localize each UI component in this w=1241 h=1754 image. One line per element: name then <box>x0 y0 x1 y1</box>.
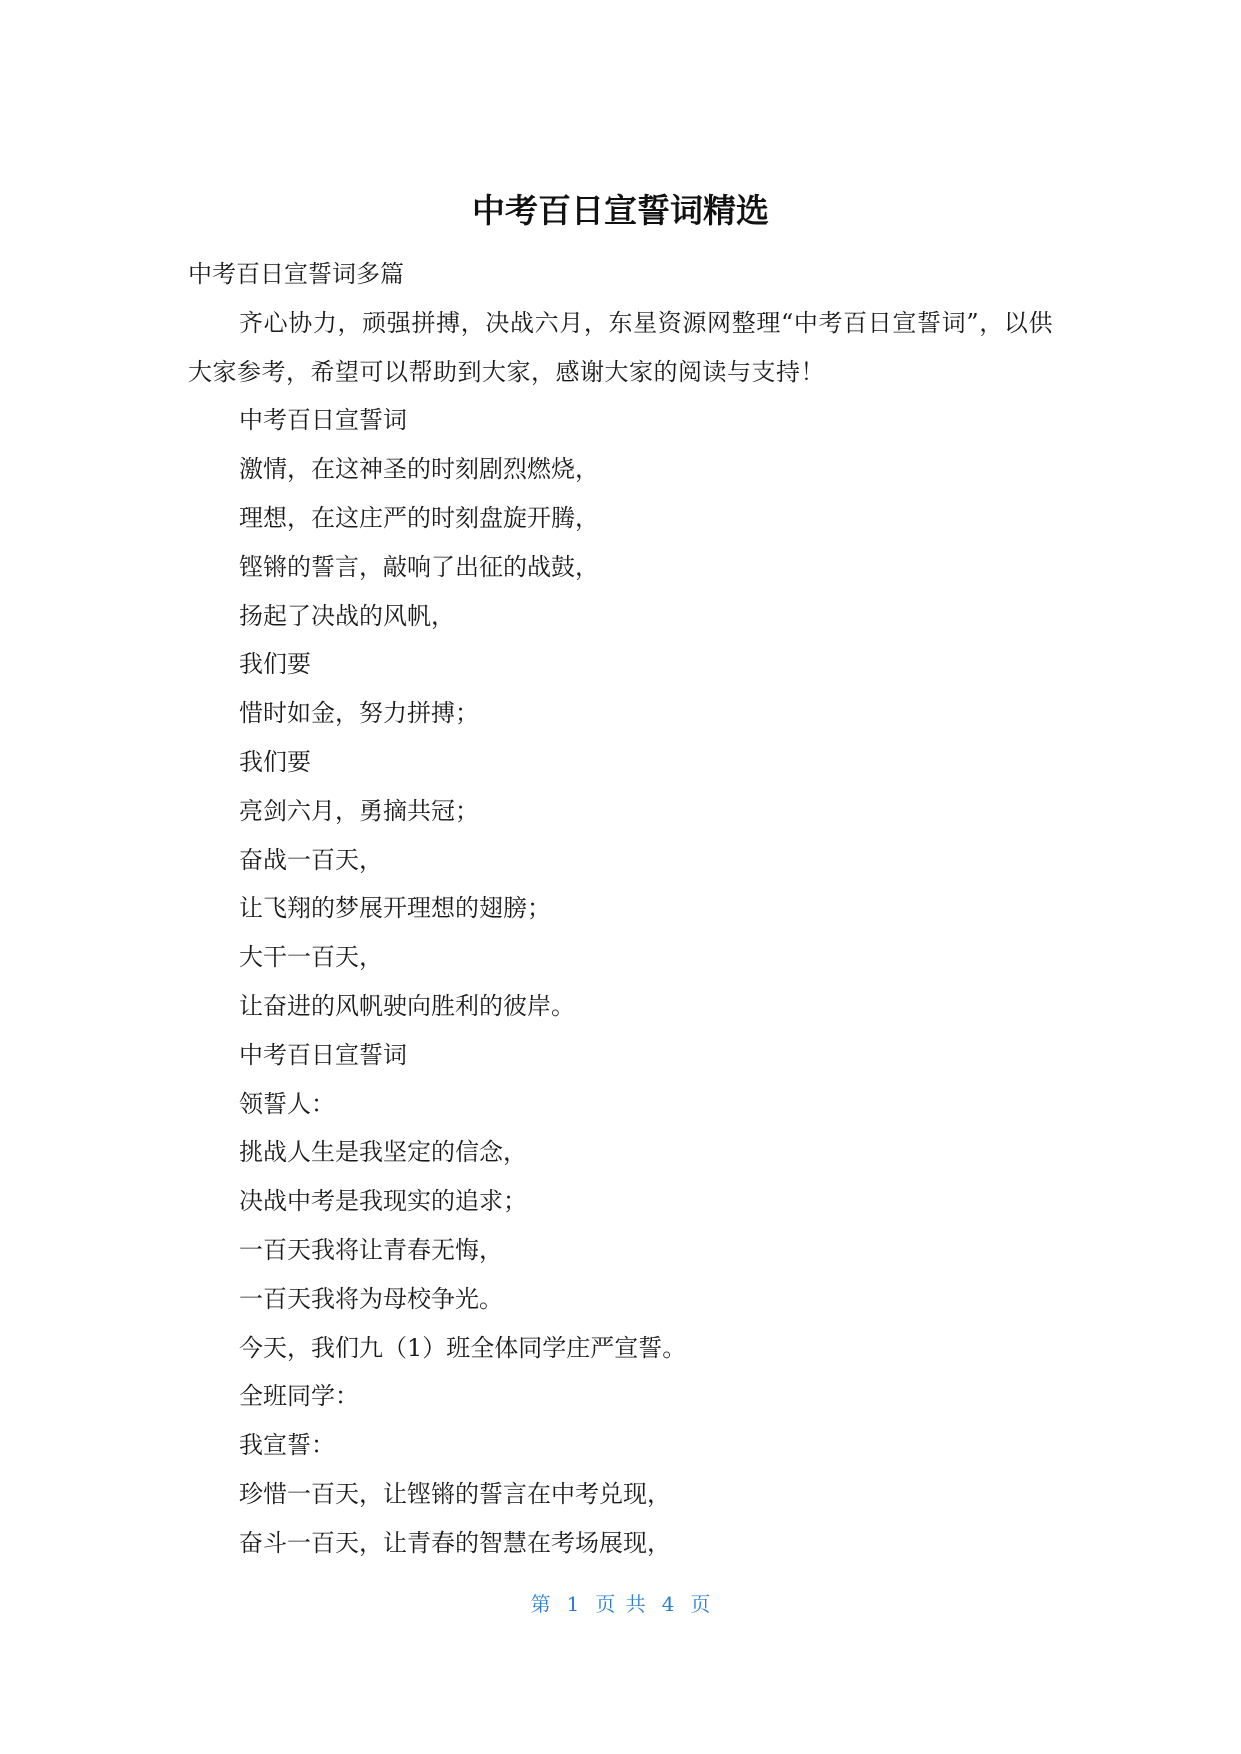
document-body <box>188 250 1053 1568</box>
body-line: 全班同学： <box>239 1382 359 1411</box>
body-line: 决战中考是我现实的追求； <box>239 1187 527 1216</box>
body-line: 让飞翔的梦展开理想的翅膀； <box>239 894 551 923</box>
intro-paragraph: 齐心协力，顽强拼搏，决战六月，东星资源网整理“中考百日宣誓词”，以供大家参考，希望可以帮助到大家，感谢大家的阅读与支持！ <box>188 308 1053 386</box>
document-title: 中考百日宣誓词精选 <box>472 191 769 230</box>
body-line: 一百天我将为母校争光。 <box>239 1284 503 1313</box>
body-line: 惜时如金，努力拼搏； <box>239 699 479 728</box>
body-line: 领誓人： <box>239 1089 335 1118</box>
body-line: 中考百日宣誓词 <box>239 406 407 435</box>
body-line: 激情，在这神圣的时刻剧烈燃烧， <box>239 455 599 484</box>
footer-prefix: 第 <box>530 1592 551 1616</box>
footer-page-number: 1 <box>566 1592 580 1616</box>
poem-lines <box>188 396 1053 1567</box>
body-line: 亮剑六月，勇摘共冠； <box>239 796 479 825</box>
body-line: 我宣誓： <box>239 1431 335 1460</box>
body-line: 让奋进的风帆驶向胜利的彼岸。 <box>239 991 575 1020</box>
page-footer <box>0 1590 1241 1618</box>
body-line: 一百天我将让青春无悔， <box>239 1235 503 1264</box>
body-line: 中考百日宣誓词 <box>239 1040 407 1069</box>
body-line: 扬起了决战的风帆， <box>239 601 455 630</box>
body-line: 奋战一百天， <box>239 845 383 874</box>
body-line: 珍惜一百天，让铿锵的誓言在中考兑现， <box>239 1479 671 1508</box>
document-subtitle: 中考百日宣誓词多篇 <box>188 260 404 288</box>
footer-suffix: 页 <box>690 1592 711 1616</box>
body-line: 理想，在这庄严的时刻盘旋开腾， <box>239 503 599 532</box>
body-line: 我们要 <box>239 650 311 679</box>
body-line: 挑战人生是我坚定的信念， <box>239 1138 527 1167</box>
body-line: 大干一百天， <box>239 943 383 972</box>
body-line: 我们要 <box>239 747 311 776</box>
body-line: 今天，我们九（1）班全体同学庄严宣誓。 <box>239 1333 687 1362</box>
body-line: 铿锵的誓言，敲响了出征的战鼓， <box>239 552 599 581</box>
footer-middle: 页 共 <box>595 1592 646 1616</box>
footer-total-pages: 4 <box>661 1592 675 1616</box>
body-line: 奋斗一百天，让青春的智慧在考场展现， <box>239 1528 671 1557</box>
